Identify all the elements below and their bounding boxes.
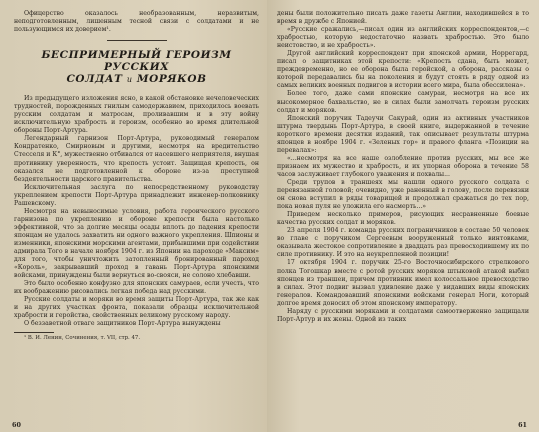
heading-line-1: БЕСПРИМЕРНЫЙ ГЕРОИЗМ РУССКИХ — [41, 49, 232, 74]
paragraph: Исключительная заслуга по непосредственному руководству укреплением крепости Порт-Артура принадлежит инженер-полковнику Рашевскому. — [14, 183, 259, 207]
paragraph: Японский поручик Тадеучи Сакурай, один из активных участников штурма твердынь Порт-Артура, в своей книге, выдержанной в течение короткого времени десятки изданий, так описывает результаты штурма японцев в ноябре 1904 г. «Зеленых гор» и правого фланга «Позиции на перевалах»: — [277, 114, 529, 154]
heading-word-sailors: МОРЯКОВ — [136, 73, 207, 86]
heading-word-and: и — [126, 75, 133, 85]
footnote-divider — [14, 332, 54, 333]
heading-word-soldiers: СОЛДАТ — [66, 73, 123, 86]
paragraph: Приведем несколько примеров, рисующих несравненные боевые качества русских солдат и моряков. — [277, 211, 529, 227]
paragraph: Легендарный гарнизон Порт-Артура, руководимый генералом Кондратенко, Смирновым и другими, несмотря на вредительство Стесселя и К°, мужественно отбивался от насевшего неприятеля, внушая противнику уверенность, что крепость устоит. Защищая крепость, он оказался не подготовленной к обороне из-за преступной бездеятельности царского правительства. — [14, 135, 259, 183]
paragraph: «Русские сражались,—писал один из английских корреспондентов,—с храбростью, которую недостаточно назвать храбростью. Это было неистовство, и не храбрость». — [277, 26, 529, 50]
quote-paragraph: Среди трупов в траншеях мы нашли одного русского солдата с перевязанной головой; очевидно, уже раненный в голову, после перевязки он снова вступил в ряды товарищей и продолжал сражаться до тех пор, пока новая пуля не уложила его насмерть...» — [277, 178, 529, 211]
left-page — [0, 0, 267, 432]
paragraph: Более того, даже сами японские самураи, несмотря на все их высокомерное бахвальство, не в силах были замолчать героизм русских солдат и моряков. — [277, 90, 529, 114]
footnote: ¹ В. И. Ленин, Сочинения, т. VII, стр. 47. — [24, 334, 141, 341]
intro-paragraph: Офицерство оказалось необразованным, неразвитым, неподготовленным, лишенным тесной связи с солдатами и не пользующимся их доверием¹. — [14, 10, 259, 34]
paragraph: Это было особенно конфузно для японских самураев, если учесть, что их воображению рисовались легкая победа над русскими. — [14, 280, 259, 296]
section-heading — [14, 49, 259, 86]
paragraph: Наряду с русскими моряками и солдатами самоотверженно защищали Порт-Артур и их жены. Одной из таких — [277, 307, 529, 323]
paragraph: Из предыдущего изложения ясно, в какой обстановке нечеловеческих трудностей, порожденных гнилым самодержавием, приходилось воевать русским солдатам и матросам, проливавшим и в эту войну исключительную храбрость и героизм, особенно во время длительной обороны Порт-Артура. — [14, 95, 259, 135]
heading-line-2 — [14, 73, 259, 86]
paragraph: 23 апреля 1904 г. команда русских пограничников в составе 50 человек во главе с поручиком Сергеевым вооруженный только винтовками, оказывала жестокое сопротивление в двадцать раз превосходившему их по силе противнику. И это на неукрепленной позиции! — [277, 227, 529, 259]
paragraph: 17 октября 1904 г. поручик 25-го Восточносибирского стрелкового полка Тогошкар вместе с ротой русских моряков штыковой атакой выбил японцев из траншеи, причем противник имел колоссальное превосходство в силах. Этот подвиг вызвал удивление даже у видавших виды японских генералов. Командовавший японскими войсками генерал Ноги, который долгое время доносил об этом японскому императору. — [277, 259, 529, 307]
page-number-left: 60 — [12, 420, 21, 429]
quote-paragraph: «...несмотря на все наше озлобление против русских, мы все же признаем их мужество и храбрость, и их упорная оборона в течение 58 часов заслуживает глубокого уважения и похвалы... — [277, 154, 529, 178]
paragraph: Русские солдаты и моряки во время защиты Порт-Артура, так же как и на других участках фронта, показали образцы исключительной храбрости и геройства, свойственных великому русскому народу. — [14, 296, 259, 320]
paragraph: О беззаветной отваге защитников Порт-Артура вынуждены — [24, 320, 221, 328]
right-page — [267, 0, 539, 432]
paragraph: дены были положительно писать даже газеты Англии, находившейся в то время в дружбе с Японией. — [277, 10, 529, 26]
section-divider — [107, 40, 167, 41]
paragraph: Несмотря на невыносимые условия, работа героического русского гарнизона по укреплению и обороне крепости была настолько эффективной, что за долгие месяцы осады вплоть до падения крепости японцам не удалось захватить ни одного важного укрепления. Шпионы и изменники, японскими морскими агентами, прибывшими при содействии адмирала Того в начале ноября 1904 г. из Японии на пароходе «Максим» для того, чтобы уничтожить затопленный бронированный пароход «Король», закрывавший проход в гавань Порт-Артура японскими войсками, принуждены были вернуться во-свояси, не солоно хлебавши. — [14, 207, 259, 280]
page-number-right: 61 — [518, 420, 527, 429]
paragraph: Другой английский корреспондент при японской армии, Норрегард, писал о защитниках этой крепости: «Крепость сдана, быть может, преждевременно, но ее оборона была геройской, а оборона, рассказы о которой передавались бы на поколения и будут стоять в ряду одной из самых великих военных подвигов в истории всего мира, была обессилена». — [277, 50, 529, 90]
